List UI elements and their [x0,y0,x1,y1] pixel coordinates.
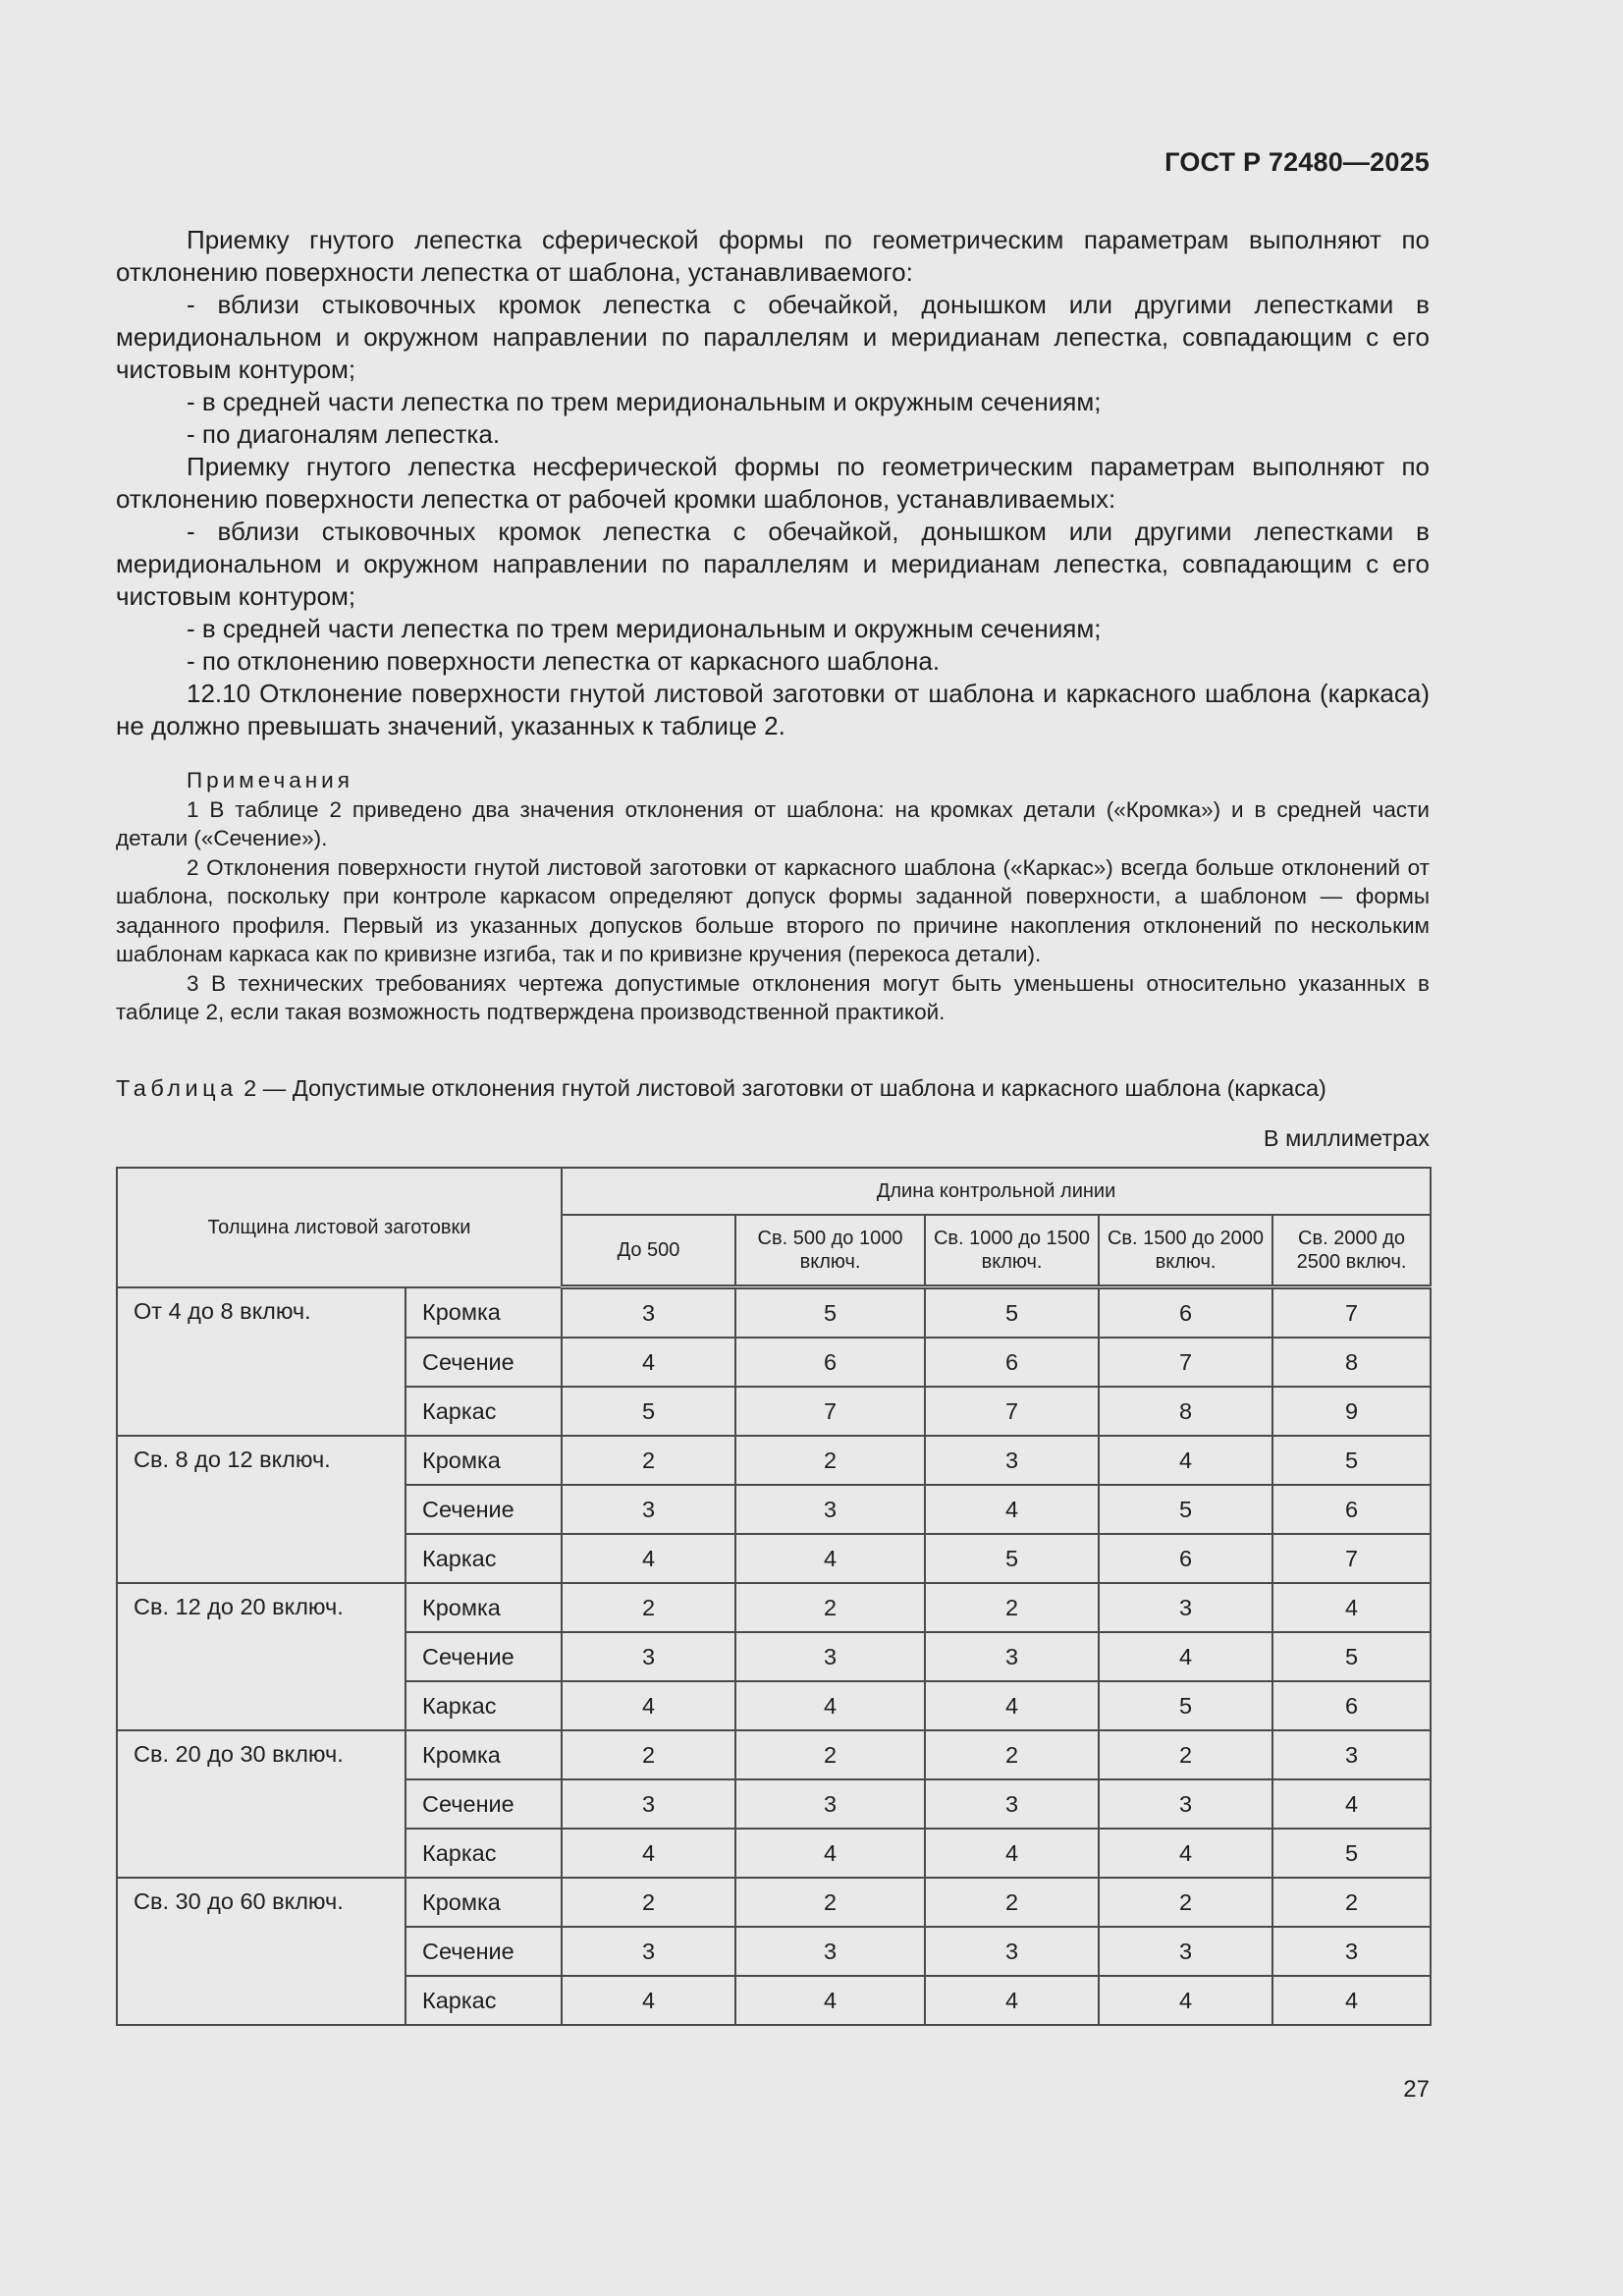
value-cell: 2 [925,1583,1099,1632]
deviation-type-cell: Сечение [406,1927,562,1976]
value-cell: 5 [1272,1632,1431,1681]
header-length-col: Св. 2000 до 2500 включ. [1272,1215,1431,1287]
value-cell: 7 [1272,1534,1431,1583]
deviation-type-cell: Каркас [406,1534,562,1583]
value-cell: 9 [1272,1387,1431,1436]
value-cell: 8 [1272,1338,1431,1387]
value-cell: 4 [925,1681,1099,1730]
value-cell: 4 [735,1976,925,2025]
value-cell: 2 [1099,1878,1272,1927]
value-cell: 6 [1272,1485,1431,1534]
value-cell: 3 [735,1779,925,1829]
value-cell: 4 [1099,1829,1272,1878]
note-item: 3 В технических требованиях чертежа допустимые отклонения могут быть уменьшены относительно указанных в таблице 2, если такая возможность подтверждена производственной практикой. [116,970,1430,1024]
value-cell: 4 [1272,1976,1431,2025]
value-cell: 4 [735,1534,925,1583]
value-cell: 2 [562,1730,735,1779]
deviation-type-cell: Кромка [406,1878,562,1927]
value-cell: 6 [925,1338,1099,1387]
value-cell: 4 [1099,1632,1272,1681]
thickness-cell: Св. 12 до 20 включ. [117,1583,406,1730]
value-cell: 5 [1272,1436,1431,1485]
paragraph: 12.10 Отклонение поверхности гнутой листовой заготовки от шаблона и каркасного шаблона (каркаса) не должно превышать значений, указанных к таблице 2. [116,679,1430,740]
thickness-cell: Св. 30 до 60 включ. [117,1878,406,2025]
table-caption [116,1073,1430,1103]
value-cell: 4 [1272,1779,1431,1829]
value-cell: 4 [1099,1976,1272,2025]
deviation-table [116,1167,1432,2026]
paragraph: - вблизи стыковочных кромок лепестка с обечайкой, донышком или другими лепестками в меридиональном и окружном направлении по параллелям и меридианам лепестка, совпадающим с его чистовым контуром; [116,290,1430,384]
deviation-type-cell: Сечение [406,1779,562,1829]
paragraph: - по отклонению поверхности лепестка от каркасного шаблона. [187,646,941,676]
deviation-type-cell: Каркас [406,1681,562,1730]
value-cell: 3 [1099,1583,1272,1632]
notes-section [116,766,1430,1027]
document-number: ГОСТ Р 72480—2025 [1164,147,1430,177]
deviation-type-cell: Каркас [406,1387,562,1436]
value-cell: 3 [562,1927,735,1976]
value-cell: 4 [562,1534,735,1583]
value-cell: 2 [1099,1730,1272,1779]
deviation-type-cell: Кромка [406,1436,562,1485]
value-cell: 6 [1099,1287,1272,1339]
deviation-type-cell: Кромка [406,1583,562,1632]
value-cell: 3 [735,1632,925,1681]
value-cell: 4 [735,1681,925,1730]
value-cell: 6 [1099,1534,1272,1583]
value-cell: 2 [562,1878,735,1927]
value-cell: 3 [1272,1730,1431,1779]
page-number: 27 [1403,2076,1430,2103]
value-cell: 3 [925,1632,1099,1681]
value-cell: 2 [735,1730,925,1779]
value-cell: 4 [562,1338,735,1387]
table-body [117,1287,1431,2026]
value-cell: 4 [1272,1583,1431,1632]
value-cell: 4 [735,1829,925,1878]
value-cell: 7 [735,1387,925,1436]
value-cell: 4 [925,1829,1099,1878]
value-cell: 3 [562,1287,735,1339]
value-cell: 5 [735,1287,925,1339]
value-cell: 2 [562,1583,735,1632]
value-cell: 7 [1099,1338,1272,1387]
body-text [116,224,1430,742]
value-cell: 3 [925,1436,1099,1485]
value-cell: 5 [1099,1681,1272,1730]
table-row [117,1287,1431,1339]
value-cell: 7 [1272,1287,1431,1339]
value-cell: 3 [1099,1779,1272,1829]
paragraph: - в средней части лепестка по трем меридиональным и окружным сечениям; [187,614,1102,643]
value-cell: 4 [562,1681,735,1730]
value-cell: 4 [925,1485,1099,1534]
value-cell: 4 [562,1829,735,1878]
note-item: 2 Отклонения поверхности гнутой листовой заготовки от каркасного шаблона («Каркас») всегда больше отклонений от шаблона, поскольку при контроле каркасом определяют допуск формы заданной поверхности, а шаблоном — формы заданного профиля. Первый из указанных допусков больше второго по причине накопления отклонений по нескольким шаблонам каркаса как по кривизне изгиба, так и по кривизне кручения (перекоса детали). [116,854,1430,966]
value-cell: 5 [562,1387,735,1436]
header-length-col: Св. 1000 до 1500 включ. [925,1215,1099,1287]
value-cell: 2 [562,1436,735,1485]
thickness-cell: Св. 8 до 12 включ. [117,1436,406,1583]
value-cell: 3 [1272,1927,1431,1976]
paragraph: - вблизи стыковочных кромок лепестка с обечайкой, донышком или другими лепестками в меридиональном и окружном направлении по параллелям и меридианам лепестка, совпадающим с его чистовым контуром; [116,517,1430,611]
value-cell: 2 [735,1878,925,1927]
value-cell: 7 [925,1387,1099,1436]
value-cell: 5 [1099,1485,1272,1534]
header-length-col: До 500 [562,1215,735,1287]
deviation-type-cell: Кромка [406,1287,562,1339]
deviation-type-cell: Сечение [406,1338,562,1387]
deviation-type-cell: Сечение [406,1632,562,1681]
value-cell: 6 [1272,1681,1431,1730]
deviation-type-cell: Кромка [406,1730,562,1779]
value-cell: 3 [735,1485,925,1534]
table-caption-label: Таблица [116,1075,238,1101]
header-length-col: Св. 1500 до 2000 включ. [1099,1215,1272,1287]
thickness-cell: Св. 20 до 30 включ. [117,1730,406,1878]
value-cell: 3 [1099,1927,1272,1976]
table-row [117,1583,1431,1632]
deviation-type-cell: Каркас [406,1829,562,1878]
value-cell: 3 [925,1779,1099,1829]
value-cell: 6 [735,1338,925,1387]
value-cell: 3 [735,1927,925,1976]
paragraph: Приемку гнутого лепестка сферической формы по геометрическим параметрам выполняют по отклонению поверхности лепестка от шаблона, устанавливаемого: [116,225,1430,287]
value-cell: 2 [925,1878,1099,1927]
value-cell: 3 [562,1632,735,1681]
value-cell: 3 [562,1779,735,1829]
note-item: 1 В таблице 2 приведено два значения отклонения от шаблона: на кромках детали («Кромка») и в средней части детали («Сечение»). [116,796,1430,850]
table-caption-text: 2 — Допустимые отклонения гнутой листовой заготовки от шаблона и каркасного шаблона (каркаса) [237,1075,1326,1101]
value-cell: 4 [562,1976,735,2025]
value-cell: 2 [1272,1878,1431,1927]
value-cell: 2 [735,1583,925,1632]
table-row [117,1878,1431,1927]
notes-title: Примечания [187,768,353,793]
paragraph: Приемку гнутого лепестка несферической формы по геометрическим параметрам выполняют по отклонению поверхности лепестка от рабочей кромки шаблонов, устанавливаемых: [116,452,1430,514]
table-units: В миллиметрах [1263,1125,1430,1151]
value-cell: 4 [1099,1436,1272,1485]
value-cell: 8 [1099,1387,1272,1436]
value-cell: 2 [735,1436,925,1485]
header-thickness: Толщина листовой заготовки [117,1168,562,1287]
value-cell: 5 [925,1287,1099,1339]
thickness-cell: От 4 до 8 включ. [117,1287,406,1437]
header-length-col: Св. 500 до 1000 включ. [735,1215,925,1287]
value-cell: 3 [562,1485,735,1534]
paragraph: - в средней части лепестка по трем меридиональным и окружным сечениям; [187,387,1102,416]
value-cell: 3 [925,1927,1099,1976]
paragraph: - по диагоналям лепестка. [187,419,501,449]
table-row [117,1436,1431,1485]
table-row [117,1730,1431,1779]
header-length: Длина контрольной линии [562,1168,1431,1215]
value-cell: 5 [1272,1829,1431,1878]
deviation-type-cell: Каркас [406,1976,562,2025]
value-cell: 5 [925,1534,1099,1583]
value-cell: 2 [925,1730,1099,1779]
deviation-type-cell: Сечение [406,1485,562,1534]
value-cell: 4 [925,1976,1099,2025]
